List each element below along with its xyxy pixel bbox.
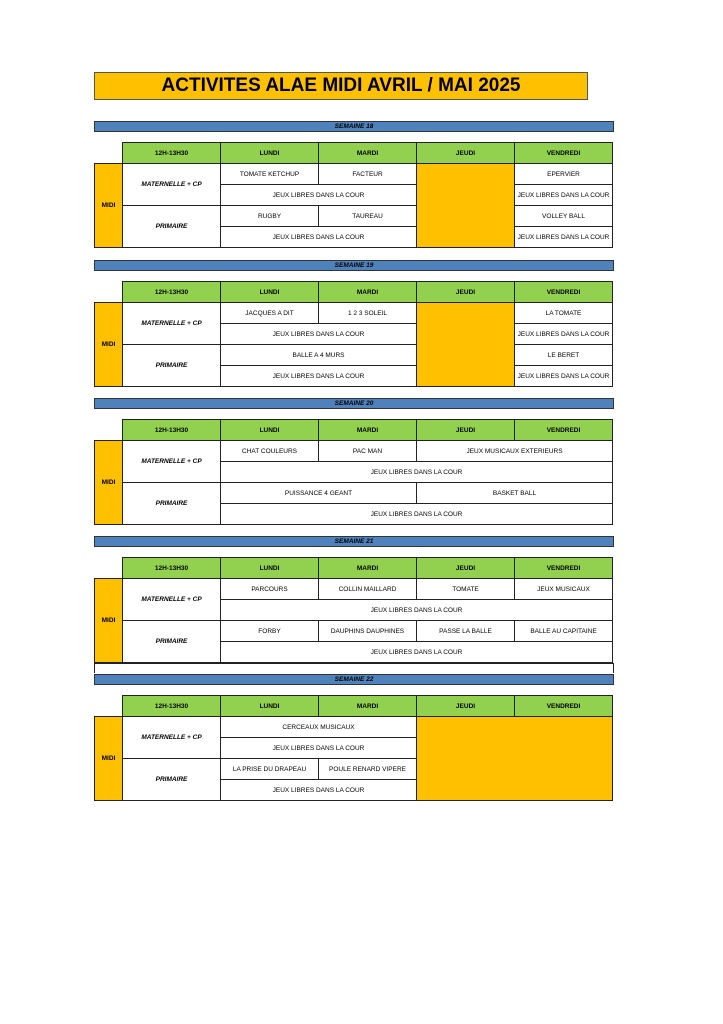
activity-cell: BALLE A 4 MURS — [221, 345, 417, 366]
activity-cell: LE BERET — [515, 345, 613, 366]
group-maternelle: MATERNELLE + CP — [123, 303, 221, 345]
midi-label: MIDI — [95, 303, 123, 387]
free-play-cell: JEUX LIBRES DANS LA COUR — [221, 462, 613, 483]
page-title: ACTIVITES ALAE MIDI AVRIL / MAI 2025 — [94, 72, 588, 100]
group-maternelle: MATERNELLE + CP — [123, 164, 221, 206]
week-bar-22: SEMAINE 22 — [94, 674, 614, 685]
free-play-cell: JEUX LIBRES DANS LA COUR — [221, 366, 417, 387]
week-table-21 — [94, 557, 613, 663]
closed-cell — [417, 717, 613, 801]
closed-cell — [417, 164, 515, 248]
header-jeudi: JEUDI — [417, 282, 515, 303]
free-play-cell: JEUX LIBRES DANS LA COUR — [221, 324, 417, 345]
midi-label: MIDI — [95, 717, 123, 801]
activity-cell: FORBY — [221, 621, 319, 642]
midi-label: MIDI — [95, 579, 123, 663]
group-primaire: PRIMAIRE — [123, 345, 221, 387]
activity-cell: PAC MAN — [319, 441, 417, 462]
closed-cell — [417, 303, 515, 387]
activity-cell: BASKET BALL — [417, 483, 613, 504]
free-play-cell: JEUX LIBRES DANS LA COUR — [515, 185, 613, 206]
header-mardi: MARDI — [319, 282, 417, 303]
activity-cell: EPERVIER — [515, 164, 613, 185]
header-lundi: LUNDI — [221, 696, 319, 717]
header-jeudi: JEUDI — [417, 558, 515, 579]
activity-cell: CHAT COULEURS — [221, 441, 319, 462]
header-vendredi: VENDREDI — [515, 143, 613, 164]
header-jeudi: JEUDI — [417, 696, 515, 717]
group-primaire: PRIMAIRE — [123, 483, 221, 525]
activity-cell: DAUPHINS DAUPHINES — [319, 621, 417, 642]
header-mardi: MARDI — [319, 558, 417, 579]
header-slot: 12H-13H30 — [123, 282, 221, 303]
header-vendredi: VENDREDI — [515, 696, 613, 717]
week-table-20 — [94, 419, 613, 525]
free-play-cell: JEUX LIBRES DANS LA COUR — [221, 600, 613, 621]
header-jeudi: JEUDI — [417, 420, 515, 441]
week-bar-21: SEMAINE 21 — [94, 536, 614, 547]
header-mardi: MARDI — [319, 420, 417, 441]
header-jeudi: JEUDI — [417, 143, 515, 164]
activity-cell: PASSE LA BALLE — [417, 621, 515, 642]
activity-cell: COLLIN MAILLARD — [319, 579, 417, 600]
week-bar-19: SEMAINE 19 — [94, 260, 614, 271]
header-vendredi: VENDREDI — [515, 558, 613, 579]
header-vendredi: VENDREDI — [515, 282, 613, 303]
group-maternelle: MATERNELLE + CP — [123, 579, 221, 621]
activity-cell: PARCOURS — [221, 579, 319, 600]
header-slot: 12H-13H30 — [123, 696, 221, 717]
free-play-cell: JEUX LIBRES DANS LA COUR — [221, 642, 613, 663]
group-maternelle: MATERNELLE + CP — [123, 441, 221, 483]
group-primaire: PRIMAIRE — [123, 621, 221, 663]
group-primaire: PRIMAIRE — [123, 759, 221, 801]
header-mardi: MARDI — [319, 143, 417, 164]
free-play-cell: JEUX LIBRES DANS LA COUR — [221, 738, 417, 759]
header-slot: 12H-13H30 — [123, 420, 221, 441]
free-play-cell: JEUX LIBRES DANS LA COUR — [221, 780, 417, 801]
activity-cell: TOMATE — [417, 579, 515, 600]
header-vendredi: VENDREDI — [515, 420, 613, 441]
activity-cell: TAUREAU — [319, 206, 417, 227]
group-maternelle: MATERNELLE + CP — [123, 717, 221, 759]
activity-cell: JEUX MUSICAUX EXTERIEURS — [417, 441, 613, 462]
free-play-cell: JEUX LIBRES DANS LA COUR — [221, 504, 613, 525]
header-slot: 12H-13H30 — [123, 143, 221, 164]
empty-row — [94, 663, 614, 673]
activity-cell: FACTEUR — [319, 164, 417, 185]
free-play-cell: JEUX LIBRES DANS LA COUR — [221, 185, 417, 206]
free-play-cell: JEUX LIBRES DANS LA COUR — [515, 227, 613, 248]
week-table-19 — [94, 281, 613, 387]
free-play-cell: JEUX LIBRES DANS LA COUR — [221, 227, 417, 248]
activity-cell: LA TOMATE — [515, 303, 613, 324]
activity-cell: PUISSANCE 4 GEANT — [221, 483, 417, 504]
header-slot: 12H-13H30 — [123, 558, 221, 579]
activity-cell: BALLE AU CAPITAINE — [515, 621, 613, 642]
week-bar-18: SEMAINE 18 — [94, 121, 614, 132]
header-lundi: LUNDI — [221, 282, 319, 303]
header-lundi: LUNDI — [221, 143, 319, 164]
week-bar-20: SEMAINE 20 — [94, 398, 614, 409]
midi-label: MIDI — [95, 441, 123, 525]
activity-cell: CERCEAUX MUSICAUX — [221, 717, 417, 738]
free-play-cell: JEUX LIBRES DANS LA COUR — [515, 324, 613, 345]
activity-cell: TOMATE KETCHUP — [221, 164, 319, 185]
header-lundi: LUNDI — [221, 558, 319, 579]
activity-cell: JEUX MUSICAUX — [515, 579, 613, 600]
group-primaire: PRIMAIRE — [123, 206, 221, 248]
activity-cell: 1 2 3 SOLEIL — [319, 303, 417, 324]
header-mardi: MARDI — [319, 696, 417, 717]
activity-cell: LA PRISE DU DRAPEAU — [221, 759, 319, 780]
activity-cell: POULE RENARD VIPERE — [319, 759, 417, 780]
header-lundi: LUNDI — [221, 420, 319, 441]
activity-cell: VOLLEY BALL — [515, 206, 613, 227]
week-table-22 — [94, 695, 613, 801]
midi-label: MIDI — [95, 164, 123, 248]
activity-cell: RUGBY — [221, 206, 319, 227]
activity-cell: JACQUES A DIT — [221, 303, 319, 324]
free-play-cell: JEUX LIBRES DANS LA COUR — [515, 366, 613, 387]
week-table-18 — [94, 142, 613, 248]
